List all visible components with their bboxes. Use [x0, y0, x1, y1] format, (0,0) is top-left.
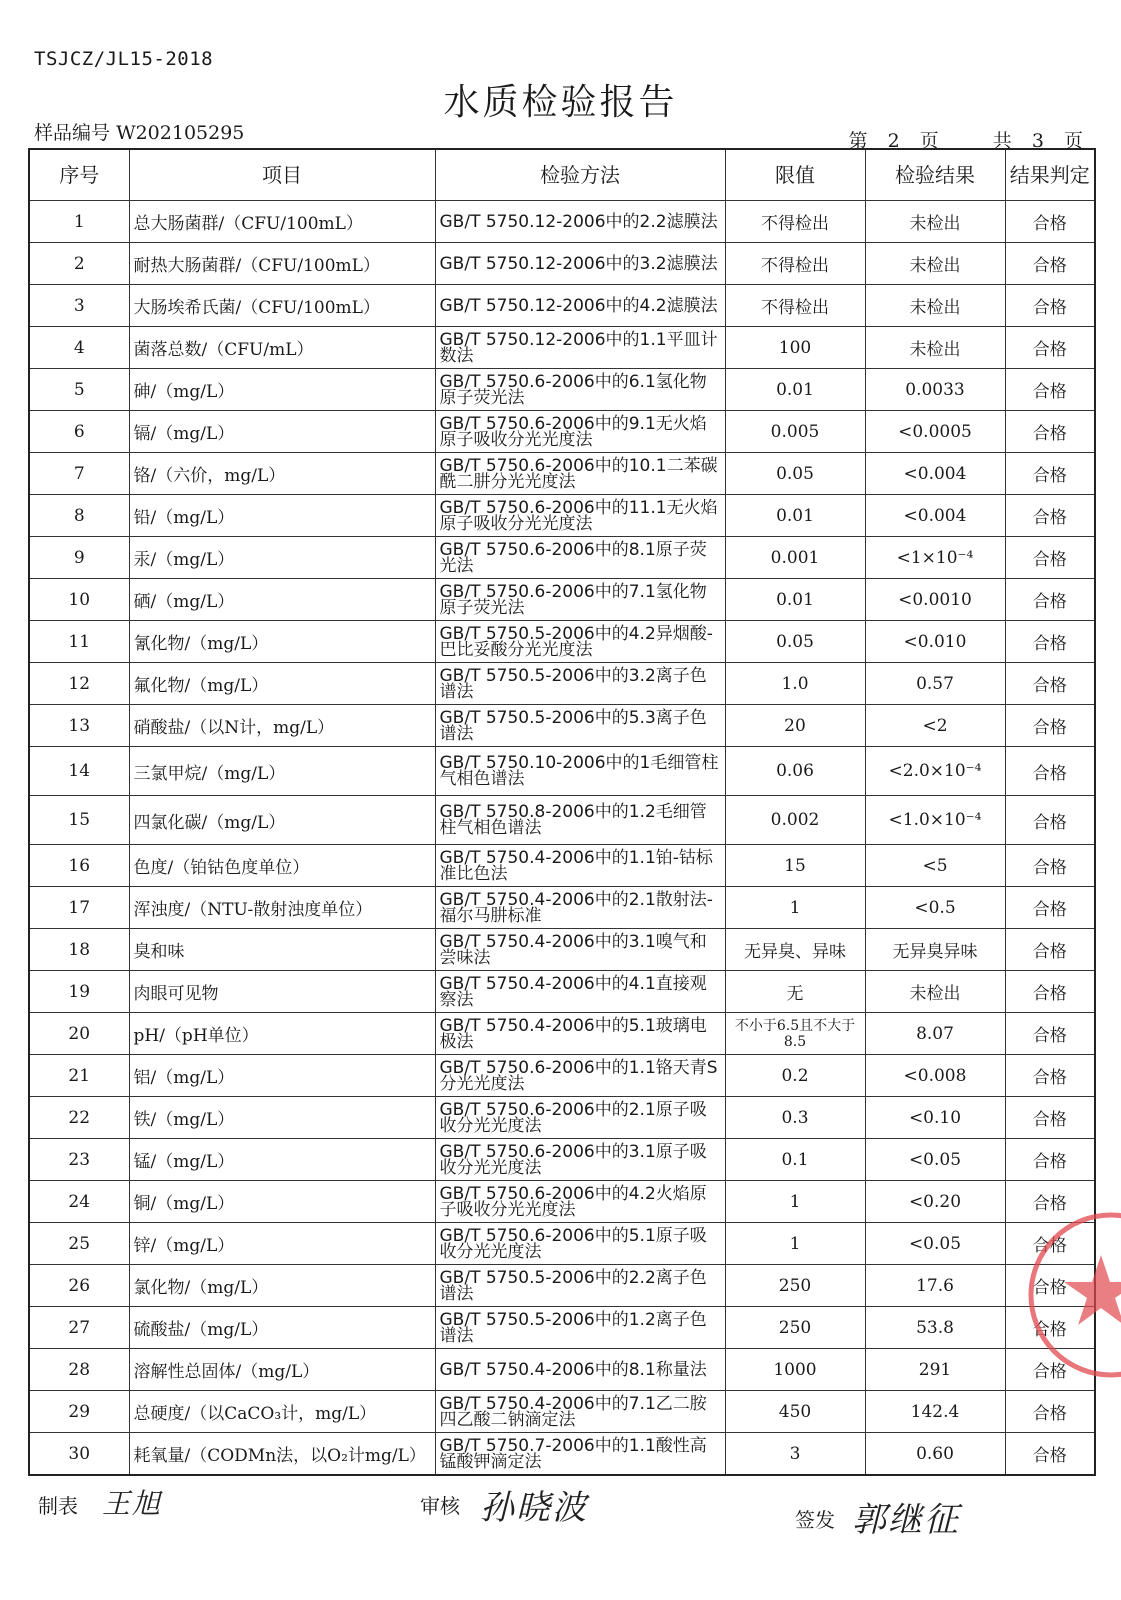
table-row	[29, 929, 1095, 971]
table-row	[29, 1433, 1095, 1476]
sample-number: W202105295	[116, 122, 245, 144]
row-verdict: 合格	[1005, 1055, 1095, 1097]
row-number: 25	[29, 1223, 129, 1265]
row-item: 臭和味	[129, 929, 435, 971]
row-number: 16	[29, 845, 129, 887]
header-no: 序号	[29, 149, 129, 201]
row-result: <0.004	[865, 453, 1005, 495]
row-method: GB/T 5750.6-2006中的9.1无火焰原子吸收分光光度法	[435, 411, 725, 453]
row-result: <0.008	[865, 1055, 1005, 1097]
row-method: GB/T 5750.6-2006中的7.1氢化物原子荧光法	[435, 579, 725, 621]
row-number: 3	[29, 285, 129, 327]
row-result: 未检出	[865, 201, 1005, 243]
row-number: 9	[29, 537, 129, 579]
row-result: <1.0×10⁻⁴	[865, 796, 1005, 845]
row-number: 28	[29, 1349, 129, 1391]
table-row	[29, 1265, 1095, 1307]
row-number: 29	[29, 1391, 129, 1433]
row-number: 30	[29, 1433, 129, 1476]
row-limit: 无异臭、异味	[725, 929, 865, 971]
table-row	[29, 1139, 1095, 1181]
row-number: 24	[29, 1181, 129, 1223]
row-method: GB/T 5750.6-2006中的6.1氢化物原子荧光法	[435, 369, 725, 411]
row-limit: 250	[725, 1307, 865, 1349]
header-limit: 限值	[725, 149, 865, 201]
row-number: 26	[29, 1265, 129, 1307]
row-limit: 0.005	[725, 411, 865, 453]
row-limit: 0.01	[725, 369, 865, 411]
row-verdict: 合格	[1005, 929, 1095, 971]
row-verdict: 合格	[1005, 369, 1095, 411]
row-method: GB/T 5750.5-2006中的4.2异烟酸-巴比妥酸分光光度法	[435, 621, 725, 663]
row-item: 四氯化碳/（mg/L）	[129, 796, 435, 845]
prepared-signature: 王旭	[102, 1487, 163, 1520]
row-limit: 250	[725, 1265, 865, 1307]
row-limit: 0.001	[725, 537, 865, 579]
row-result: <0.5	[865, 887, 1005, 929]
table-row	[29, 1181, 1095, 1223]
row-item: 浑浊度/（NTU-散射浊度单位）	[129, 887, 435, 929]
row-limit: 0.01	[725, 495, 865, 537]
page-title: 水质检验报告	[443, 82, 678, 123]
row-result: <0.0010	[865, 579, 1005, 621]
total-number: 3	[1031, 130, 1044, 152]
header-verdict: 结果判定	[1005, 149, 1095, 201]
table-row	[29, 201, 1095, 243]
row-verdict: 合格	[1005, 747, 1095, 796]
row-number: 5	[29, 369, 129, 411]
row-method: GB/T 5750.4-2006中的4.1直接观察法	[435, 971, 725, 1013]
row-number: 2	[29, 243, 129, 285]
header-item: 项目	[129, 149, 435, 201]
row-verdict: 合格	[1005, 243, 1095, 285]
row-limit: 15	[725, 845, 865, 887]
report-table	[28, 148, 1096, 1476]
header-result: 检验结果	[865, 149, 1005, 201]
row-number: 17	[29, 887, 129, 929]
row-verdict: 合格	[1005, 1097, 1095, 1139]
row-verdict: 合格	[1005, 796, 1095, 845]
total-prefix: 共	[992, 130, 1012, 152]
row-limit: 0.06	[725, 747, 865, 796]
row-verdict: 合格	[1005, 705, 1095, 747]
row-number: 22	[29, 1097, 129, 1139]
row-limit: 1	[725, 1181, 865, 1223]
row-method: GB/T 5750.12-2006中的2.2滤膜法	[435, 201, 725, 243]
table-header-row	[29, 149, 1095, 201]
row-number: 13	[29, 705, 129, 747]
table-row	[29, 495, 1095, 537]
row-result: <1×10⁻⁴	[865, 537, 1005, 579]
row-item: 三氯甲烷/（mg/L）	[129, 747, 435, 796]
row-verdict: 合格	[1005, 1223, 1095, 1265]
row-verdict: 合格	[1005, 201, 1095, 243]
seal-stamp	[1026, 1200, 1121, 1390]
row-verdict: 合格	[1005, 495, 1095, 537]
row-number: 21	[29, 1055, 129, 1097]
row-method: GB/T 5750.6-2006中的3.1原子吸收分光光度法	[435, 1139, 725, 1181]
row-item: 硝酸盐/（以N计，mg/L）	[129, 705, 435, 747]
table-row	[29, 1097, 1095, 1139]
table-row	[29, 369, 1095, 411]
review-label: 审核	[420, 1494, 460, 1518]
row-verdict: 合格	[1005, 1265, 1095, 1307]
row-verdict: 合格	[1005, 1433, 1095, 1476]
row-item: 铝/（mg/L）	[129, 1055, 435, 1097]
row-method: GB/T 5750.4-2006中的7.1乙二胺四乙酸二钠滴定法	[435, 1391, 725, 1433]
row-item: 镉/（mg/L）	[129, 411, 435, 453]
table-row	[29, 579, 1095, 621]
row-number: 19	[29, 971, 129, 1013]
sample-number-line	[34, 118, 244, 145]
row-result: <0.20	[865, 1181, 1005, 1223]
row-item: 色度/（铂钴色度单位）	[129, 845, 435, 887]
row-limit: 0.05	[725, 453, 865, 495]
row-result: 142.4	[865, 1391, 1005, 1433]
page-prefix: 第	[848, 130, 868, 152]
row-verdict: 合格	[1005, 845, 1095, 887]
row-number: 6	[29, 411, 129, 453]
row-number: 14	[29, 747, 129, 796]
header-method: 检验方法	[435, 149, 725, 201]
row-result: <0.05	[865, 1139, 1005, 1181]
row-item: 硫酸盐/（mg/L）	[129, 1307, 435, 1349]
row-verdict: 合格	[1005, 285, 1095, 327]
row-method: GB/T 5750.4-2006中的3.1嗅气和尝味法	[435, 929, 725, 971]
row-method: GB/T 5750.5-2006中的5.3离子色谱法	[435, 705, 725, 747]
row-number: 4	[29, 327, 129, 369]
table-row	[29, 453, 1095, 495]
row-verdict: 合格	[1005, 887, 1095, 929]
row-number: 7	[29, 453, 129, 495]
row-item: 氰化物/（mg/L）	[129, 621, 435, 663]
row-limit: 0.002	[725, 796, 865, 845]
table-row	[29, 537, 1095, 579]
table-row	[29, 1349, 1095, 1391]
row-result: <0.010	[865, 621, 1005, 663]
row-result: <2.0×10⁻⁴	[865, 747, 1005, 796]
row-verdict: 合格	[1005, 579, 1095, 621]
row-verdict: 合格	[1005, 1307, 1095, 1349]
prepared-label: 制表	[38, 1494, 78, 1518]
row-method: GB/T 5750.12-2006中的4.2滤膜法	[435, 285, 725, 327]
row-verdict: 合格	[1005, 453, 1095, 495]
row-item: 总硬度/（以CaCO₃计，mg/L）	[129, 1391, 435, 1433]
row-item: 总大肠菌群/（CFU/100mL）	[129, 201, 435, 243]
row-limit: 450	[725, 1391, 865, 1433]
row-result: <2	[865, 705, 1005, 747]
row-method: GB/T 5750.12-2006中的1.1平皿计数法	[435, 327, 725, 369]
row-result: 0.0033	[865, 369, 1005, 411]
table-row	[29, 796, 1095, 845]
row-method: GB/T 5750.5-2006中的2.2离子色谱法	[435, 1265, 725, 1307]
row-method: GB/T 5750.5-2006中的3.2离子色谱法	[435, 663, 725, 705]
row-item: 铅/（mg/L）	[129, 495, 435, 537]
table-row	[29, 705, 1095, 747]
row-item: 耗氧量/（CODMn法，以O₂计mg/L）	[129, 1433, 435, 1476]
row-result: 8.07	[865, 1013, 1005, 1055]
table-body	[29, 201, 1095, 1476]
row-verdict: 合格	[1005, 663, 1095, 705]
table-row	[29, 411, 1095, 453]
table-row	[29, 1391, 1095, 1433]
row-method: GB/T 5750.7-2006中的1.1酸性高锰酸钾滴定法	[435, 1433, 725, 1476]
row-number: 8	[29, 495, 129, 537]
row-result: 0.60	[865, 1433, 1005, 1476]
row-item: 汞/（mg/L）	[129, 537, 435, 579]
row-limit: 1.0	[725, 663, 865, 705]
row-limit: 20	[725, 705, 865, 747]
row-result: <5	[865, 845, 1005, 887]
row-limit: 3	[725, 1433, 865, 1476]
row-method: GB/T 5750.10-2006中的1毛细管柱气相色谱法	[435, 747, 725, 796]
row-number: 23	[29, 1139, 129, 1181]
row-method: GB/T 5750.4-2006中的1.1铂-钴标准比色法	[435, 845, 725, 887]
table-row	[29, 621, 1095, 663]
table-row	[29, 747, 1095, 796]
row-item: 氟化物/（mg/L）	[129, 663, 435, 705]
row-number: 12	[29, 663, 129, 705]
row-method: GB/T 5750.6-2006中的10.1二苯碳酰二肼分光光度法	[435, 453, 725, 495]
row-method: GB/T 5750.6-2006中的11.1无火焰原子吸收分光光度法	[435, 495, 725, 537]
row-item: 铜/（mg/L）	[129, 1181, 435, 1223]
review-signature: 孙晓波	[480, 1488, 588, 1528]
row-item: 铁/（mg/L）	[129, 1097, 435, 1139]
row-limit: 不小于6.5且不大于8.5	[725, 1013, 865, 1055]
issue-label: 签发	[795, 1508, 835, 1532]
row-limit: 0.05	[725, 621, 865, 663]
row-result: 291	[865, 1349, 1005, 1391]
row-method: GB/T 5750.4-2006中的8.1称量法	[435, 1349, 725, 1391]
table-row	[29, 243, 1095, 285]
row-verdict: 合格	[1005, 971, 1095, 1013]
row-result: <0.0005	[865, 411, 1005, 453]
row-item: 菌落总数/（CFU/mL）	[129, 327, 435, 369]
table-row	[29, 285, 1095, 327]
row-method: GB/T 5750.6-2006中的8.1原子荧光法	[435, 537, 725, 579]
row-result: 未检出	[865, 243, 1005, 285]
row-limit: 0.2	[725, 1055, 865, 1097]
row-item: 锌/（mg/L）	[129, 1223, 435, 1265]
row-item: 锰/（mg/L）	[129, 1139, 435, 1181]
row-limit: 100	[725, 327, 865, 369]
sample-label: 样品编号	[34, 122, 111, 144]
doc-code: TSJCZ/JL15-2018	[34, 48, 214, 70]
row-method: GB/T 5750.8-2006中的1.2毛细管柱气相色谱法	[435, 796, 725, 845]
issue-signature: 郭继征	[852, 1500, 960, 1540]
table-row	[29, 887, 1095, 929]
table-row	[29, 663, 1095, 705]
total-unit: 页	[1063, 130, 1083, 152]
row-limit: 0.3	[725, 1097, 865, 1139]
row-number: 1	[29, 201, 129, 243]
row-result: <0.004	[865, 495, 1005, 537]
row-verdict: 合格	[1005, 411, 1095, 453]
row-limit: 不得检出	[725, 285, 865, 327]
row-limit: 无	[725, 971, 865, 1013]
row-verdict: 合格	[1005, 1139, 1095, 1181]
page-number: 2	[887, 130, 900, 152]
row-verdict: 合格	[1005, 1391, 1095, 1433]
table-row	[29, 971, 1095, 1013]
row-item: 铬/（六价，mg/L）	[129, 453, 435, 495]
row-number: 15	[29, 796, 129, 845]
row-number: 11	[29, 621, 129, 663]
row-limit: 0.01	[725, 579, 865, 621]
row-result: 未检出	[865, 285, 1005, 327]
row-method: GB/T 5750.6-2006中的1.1铬天青S分光光度法	[435, 1055, 725, 1097]
row-method: GB/T 5750.6-2006中的4.2火焰原子吸收分光光度法	[435, 1181, 725, 1223]
table-row	[29, 1307, 1095, 1349]
row-item: 耐热大肠菌群/（CFU/100mL）	[129, 243, 435, 285]
row-item: pH/（pH单位）	[129, 1013, 435, 1055]
row-result: 17.6	[865, 1265, 1005, 1307]
row-number: 10	[29, 579, 129, 621]
row-limit: 1000	[725, 1349, 865, 1391]
table-row	[29, 1013, 1095, 1055]
row-verdict: 合格	[1005, 1349, 1095, 1391]
row-item: 大肠埃希氏菌/（CFU/100mL）	[129, 285, 435, 327]
row-method: GB/T 5750.6-2006中的2.1原子吸收分光光度法	[435, 1097, 725, 1139]
row-limit: 不得检出	[725, 201, 865, 243]
row-result: 未检出	[865, 971, 1005, 1013]
row-verdict: 合格	[1005, 621, 1095, 663]
row-limit: 1	[725, 887, 865, 929]
row-result: 0.57	[865, 663, 1005, 705]
row-method: GB/T 5750.12-2006中的3.2滤膜法	[435, 243, 725, 285]
row-method: GB/T 5750.4-2006中的2.1散射法-福尔马肼标准	[435, 887, 725, 929]
row-result: 无异臭异味	[865, 929, 1005, 971]
row-item: 砷/（mg/L）	[129, 369, 435, 411]
row-limit: 不得检出	[725, 243, 865, 285]
row-number: 27	[29, 1307, 129, 1349]
row-result: <0.10	[865, 1097, 1005, 1139]
row-item: 肉眼可见物	[129, 971, 435, 1013]
table-row	[29, 845, 1095, 887]
row-verdict: 合格	[1005, 1013, 1095, 1055]
row-item: 硒/（mg/L）	[129, 579, 435, 621]
row-result: 未检出	[865, 327, 1005, 369]
table-row	[29, 327, 1095, 369]
table-row	[29, 1055, 1095, 1097]
row-verdict: 合格	[1005, 1181, 1095, 1223]
row-method: GB/T 5750.6-2006中的5.1原子吸收分光光度法	[435, 1223, 725, 1265]
row-result: <0.05	[865, 1223, 1005, 1265]
row-method: GB/T 5750.5-2006中的1.2离子色谱法	[435, 1307, 725, 1349]
row-method: GB/T 5750.4-2006中的5.1玻璃电极法	[435, 1013, 725, 1055]
row-limit: 1	[725, 1223, 865, 1265]
row-number: 20	[29, 1013, 129, 1055]
row-verdict: 合格	[1005, 327, 1095, 369]
row-item: 溶解性总固体/（mg/L）	[129, 1349, 435, 1391]
row-verdict: 合格	[1005, 537, 1095, 579]
row-limit: 0.1	[725, 1139, 865, 1181]
row-result: 53.8	[865, 1307, 1005, 1349]
row-item: 氯化物/（mg/L）	[129, 1265, 435, 1307]
table-row	[29, 1223, 1095, 1265]
page-unit: 页	[919, 130, 939, 152]
row-number: 18	[29, 929, 129, 971]
